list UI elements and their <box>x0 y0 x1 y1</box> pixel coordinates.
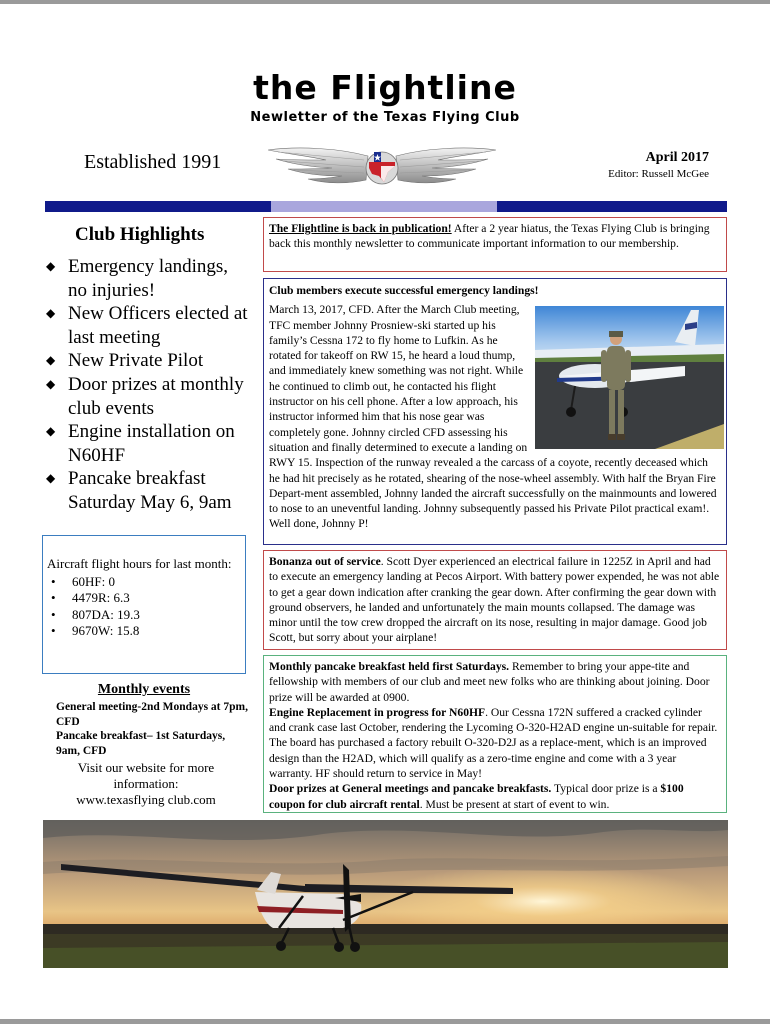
article-body-tail: . Must be present at start of event to win. <box>419 797 610 811</box>
top-rule <box>0 0 770 4</box>
list-item: ◆ New Officers elected at last meeting <box>46 303 248 348</box>
sunset-airplane-photo <box>43 820 728 968</box>
club-highlights-title: Club Highlights <box>75 224 205 245</box>
editor-credit: Editor: Russell McGee <box>608 168 709 180</box>
monthly-events <box>44 700 248 808</box>
list-item: ◆ Emergency landings, no injuries! <box>46 256 229 301</box>
article-body: Remember to bring your appe-tite and fellowship with members of our club and meet new folks who are thinking about joining. Door prize will be awarded at 0900. <box>269 660 710 704</box>
article-body: . Scott Dyer experienced an electrical failure in 1225Z in April and had to execute an emergency landing at Pecos Airport. With battery power expended, he was not able to get a gear down indication after cranking the gear down. After confirming the gear down with ground observers, he landed and unfortunately the main mounts collapsed. The damage was minor until the tow crew dropped the aircraft on its nose, resulting in major damage. Good job Scott, but sorry about your airplane! <box>269 555 720 645</box>
flight-hours-list <box>47 574 241 640</box>
article-lead: Door prizes at General meetings and pancake breakfasts. <box>269 782 552 796</box>
newsletter-subtitle: Newletter of the Texas Flying Club <box>250 110 520 125</box>
club-news-article <box>263 655 727 813</box>
list-item: ◆ New Private Pilot <box>46 350 204 372</box>
divider-bar <box>45 201 727 212</box>
article-body: Typical door prize is a <box>551 782 661 796</box>
diamond-bullet-icon: ◆ <box>46 353 56 368</box>
engine-paragraph <box>269 705 721 781</box>
diamond-bullet-icon: ◆ <box>46 471 56 486</box>
monthly-events-title: Monthly events <box>97 682 191 697</box>
issue-date: April 2017 <box>645 150 709 165</box>
flight-hours-title: Aircraft flight hours for last month: <box>47 556 232 571</box>
website-prompt: Visit our website for more information: <box>77 760 215 791</box>
door-prize-paragraph <box>269 781 721 812</box>
bonanza-article <box>263 550 727 650</box>
diamond-bullet-icon: ◆ <box>46 424 56 439</box>
article-lead: The Flightline is back in publication! <box>269 222 452 235</box>
pilot-photo <box>535 306 724 449</box>
event-general-meeting: General meeting-2nd Mondays at 7pm, CFD <box>56 701 248 728</box>
club-highlights-list <box>46 255 251 515</box>
website-url: www.texasflying club.com <box>76 792 216 807</box>
flight-hours-box <box>42 535 246 674</box>
established-text: Established 1991 <box>84 151 222 173</box>
diamond-bullet-icon: ◆ <box>46 259 56 273</box>
list-item: ◆ Engine installation on N60HF <box>46 421 235 466</box>
diamond-bullet-icon: ◆ <box>46 376 56 391</box>
article-lead: Engine Replacement in progress for N60HF <box>269 705 486 719</box>
list-item: ◆ Pancake breakfast Saturday May 6, 9am <box>46 468 232 513</box>
list-item: • 4479R: 6.3 <box>47 590 241 607</box>
publication-article <box>263 217 727 272</box>
list-item: • 807DA: 19.3 <box>47 607 241 624</box>
coupon-text: $100 coupon for club aircraft rental <box>269 782 684 811</box>
list-item: • 9670W: 15.8 <box>47 623 241 640</box>
article-body: . Our Cessna 172N suffered a cracked cylinder and crank case last October, rendering the Lycoming O-320-H2AD engine un-suitable for repair. The board has purchased a factory rebuilt O-320-D2J as a replace-ment, which is an improved design than the H2AD, which will qualify as a zero-time engine and come with a 3 year warranty. HF should return to service in May! <box>269 705 718 781</box>
newsletter-title: the Flightline <box>253 68 517 107</box>
emergency-landing-article <box>263 278 727 545</box>
article-body: March 13, 2017, CFD. After the March Club meeting, TFC member Johnny Prosniew-ski started up his family’s Cessna 172 to fly home to Lufkin. As he rotated for takeoff on RW 15, he heard a loud thump, and immediately knew something was not right. While he continued to climb out, he contacted his flight instructor on his cell phone. After a low approach, his instructor informed him that his nose gear was completely gone. Johnny circled CFD assessing his situation and finally determined to execute a landing on RWY 15. Inspection of the runway revealed a the carcass of a coyote, recently deceased which he had hit precisely as he rotated, shearing of the nose-wheel assembly. With half the Bryan Fire Depart-ment assembled, Johnny landed the aircraft successfully on the mainmounts and lowered to nose to an uneventful landing. Johnny subsequently passed his Private Pilot practical exam!. Well done, Johnny P! <box>269 303 717 531</box>
event-pancake-breakfast: Pancake breakfast– 1st Saturdays, 9am, CFD <box>56 730 226 757</box>
article-headline: Club members execute successful emergency landings! <box>269 284 539 297</box>
bottom-rule <box>0 1019 770 1024</box>
list-item: • 60HF: 0 <box>47 574 241 591</box>
article-lead: Monthly pancake breakfast held first Saturdays. <box>269 660 510 673</box>
list-item: ◆ Door prizes at monthly club events <box>46 373 244 419</box>
article-lead: Bonanza out of service <box>269 555 381 568</box>
diamond-bullet-icon: ◆ <box>46 306 56 321</box>
wings-logo-icon <box>268 142 496 192</box>
pancake-paragraph <box>269 659 721 705</box>
article-body: After a 2 year hiatus, the Texas Flying Club is bringing back this monthly newsletter to communicate important information to our membership. <box>269 222 710 251</box>
